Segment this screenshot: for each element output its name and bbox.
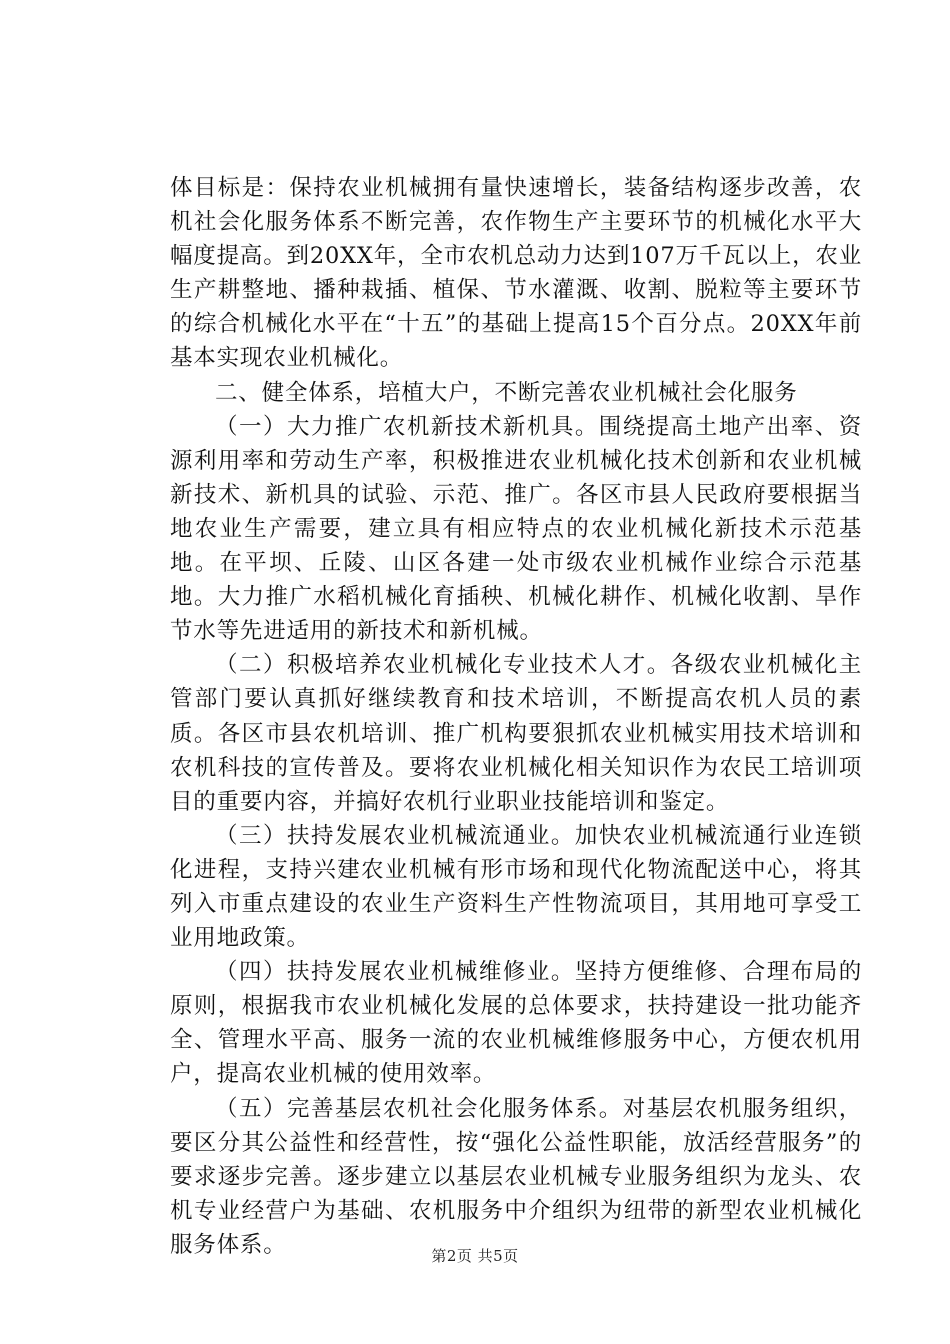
paragraph-item-2: （二）积极培养农业机械化专业技术人才。各级农业机械化主管部门要认真抓好继续教育和技术培训，不断提高农机人员的素质。各区市县农机培训、推广机构要狠抓农业机械实用技术培训和农机科技的宣传普及。要将农业机械化相关知识作为农民工培训项目的重要内容，并搞好农机行业职业技能培训和鉴定。 xyxy=(170,652,862,815)
document-body xyxy=(170,171,862,1262)
paragraph-goal-continuation: 体目标是：保持农业机械拥有量快速增长，装备结构逐步改善，农机社会化服务体系不断完善，农作物生产主要环节的机械化水平大幅度提高。到20XX年，全市农机总动力达到107万千瓦以上，农业生产耕整地、播种栽插、植保、节水灌溉、收割、脱粒等主要环节的综合机械化水平在“十五”的基础上提高15个百分点。20XX年前基本实现农业机械化。 xyxy=(170,175,862,372)
section-heading-2: 二、健全体系，培植大户，不断完善农业机械社会化服务 xyxy=(215,379,798,406)
paragraph-item-1: （一）大力推广农机新技术新机具。围绕提高土地产出率、资源利用率和劳动生产率，积极推进农业机械化技术创新和农业机械新技术、新机具的试验、示范、推广。各区市县人民政府要根据当地农业生产需要，建立具有相应特点的农业机械化新技术示范基地。在平坝、丘陵、山区各建一处市级农业机械作业综合示范基地。大力推广水稻机械化育插秧、机械化耕作、机械化收割、旱作节水等先进适用的新技术和新机械。 xyxy=(170,413,862,645)
page-footer: 第2页 共5页 xyxy=(431,1247,519,1265)
paragraph-item-5: （五）完善基层农机社会化服务体系。对基层农机服务组织，要区分其公益性和经营性，按“强化公益性职能，放活经营服务”的要求逐步完善。逐步建立以基层农业机械专业服务组织为龙头、农机专业经营户为基础、农机服务中介组织为纽带的新型农业机械化服务体系。 xyxy=(170,1095,862,1258)
paragraph-item-4: （四）扶持发展农业机械维修业。坚持方便维修、合理布局的原则，根据我市农业机械化发展的总体要求，扶持建设一批功能齐全、管理水平高、服务一流的农业机械维修服务中心，方便农机用户，提高农业机械的使用效率。 xyxy=(170,959,862,1088)
paragraph-item-3: （三）扶持发展农业机械流通业。加快农业机械流通行业连锁化进程，支持兴建农业机械有形市场和现代化物流配送中心，将其列入市重点建设的农业生产资料生产性物流项目，其用地可享受工业用地政策。 xyxy=(170,822,862,952)
